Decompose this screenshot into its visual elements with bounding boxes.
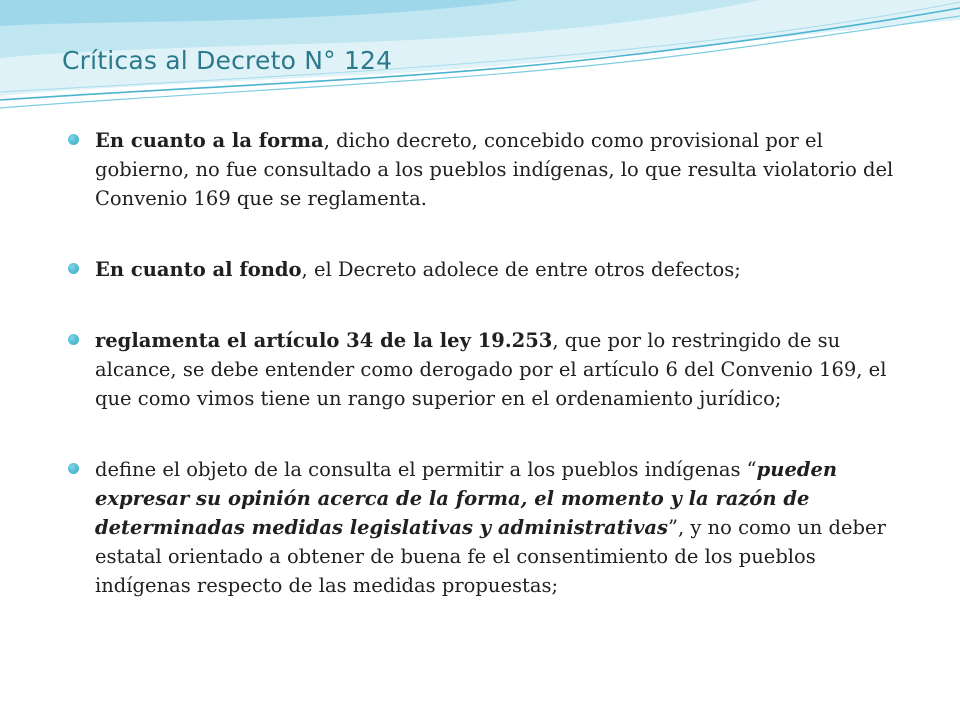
bullet-text: , el Decreto adolece de entre otros defectos; [301, 258, 741, 281]
bullet-dot-icon [68, 334, 79, 345]
bullet-dot-icon [68, 263, 79, 274]
bullet-dot-icon [68, 134, 79, 145]
bullet-bold-lead: En cuanto al fondo [95, 258, 302, 281]
bullet-text-post: ”, y no como un deber estatal orientado a obtener de buena fe el consentimiento de los pueblos indígenas respecto de las medidas propuestas; [95, 516, 886, 597]
bullet-item [95, 326, 915, 413]
slide-title: Críticas al Decreto N° 124 [62, 46, 393, 75]
bullet-item [95, 455, 915, 600]
bullet-bold-lead: En cuanto a la forma [95, 129, 324, 152]
bullet-item [95, 126, 915, 213]
bullet-bold-lead: reglamenta el artículo 34 de la ley 19.253 [95, 329, 553, 352]
bullet-dot-icon [68, 463, 79, 474]
bullet-text: , que por lo restringido de su alcance, se debe entender como derogado por el artículo 6 del Convenio 169, el que como vimos tiene un rango superior en el ordenamiento jurídico; [95, 329, 887, 410]
bullet-text: , dicho decreto, concebido como provisional por el gobierno, no fue consultado a los pueblos indígenas, lo que resulta violatorio del Convenio 169 que se reglamenta. [95, 129, 894, 210]
bullet-list [95, 126, 915, 600]
bullet-quote-emphasis: pueden expresar su opinión acerca de la forma, el momento y la razón de determinadas medidas legislativas y administrativas [95, 458, 838, 539]
bullet-text-pre: define el objeto de la consulta el permitir a los pueblos indígenas “ [95, 458, 757, 481]
bullet-item [95, 255, 915, 284]
